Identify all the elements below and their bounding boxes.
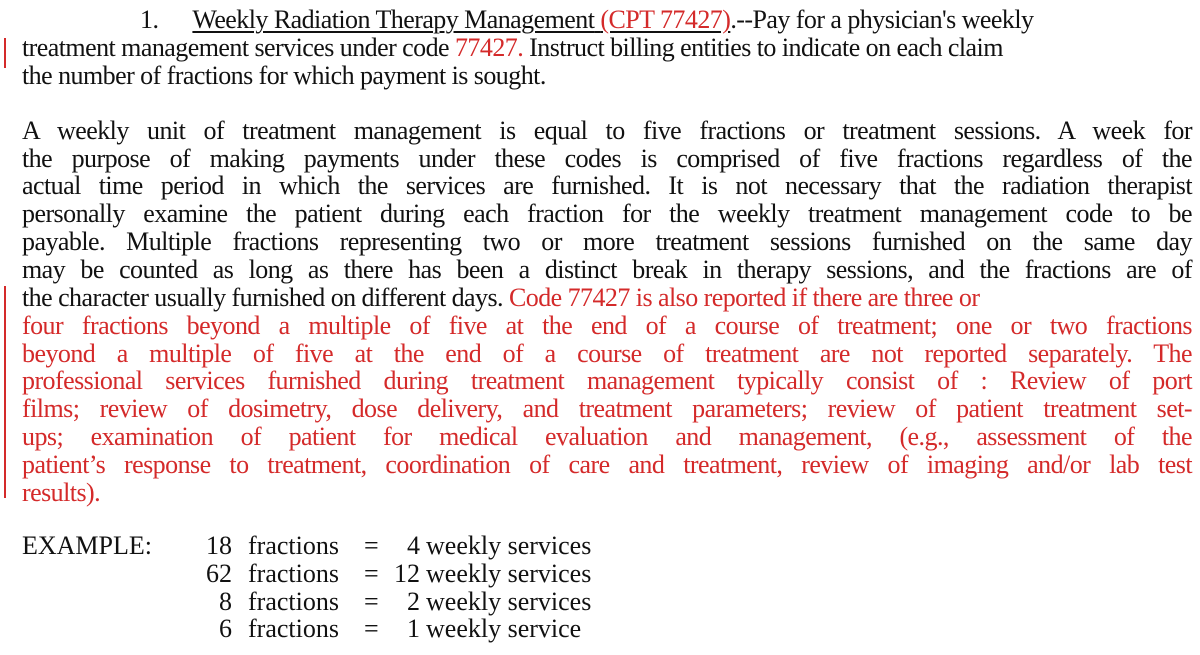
revision-bar-main bbox=[4, 286, 6, 498]
weekly-services-word: weekly services bbox=[426, 587, 592, 616]
fractions-word: fractions bbox=[248, 531, 339, 560]
revised-paragraph-line: ups; examination of patient for medical evaluation and management, (e.g., assessment of the bbox=[22, 422, 1192, 451]
revised-paragraph-line: four fractions beyond a multiple of five at the end of a course of treatment; one or two fractions bbox=[22, 311, 1192, 340]
paragraph-line: the purpose of making payments under these codes is comprised of five fractions regardless of the bbox=[22, 144, 1192, 173]
weekly-count: 12 bbox=[394, 559, 420, 588]
revised-paragraph-line: beyond a multiple of five at the end of a course of treatment are not reported separately. The bbox=[22, 339, 1192, 368]
weekly-services-word: weekly services bbox=[426, 559, 592, 588]
equals-sign: = bbox=[364, 531, 379, 560]
paragraph-line: A weekly unit of treatment management is equal to five fractions or treatment sessions. A week for bbox=[22, 116, 1192, 145]
fractions-word: fractions bbox=[248, 559, 339, 588]
fractions-word: fractions bbox=[248, 614, 339, 643]
weekly-services-word: weekly services bbox=[426, 531, 592, 560]
section-cpt-code: (CPT 77427) bbox=[600, 5, 731, 34]
revised-paragraph-line: professional services furnished during treatment management typically consist of : Review of port bbox=[22, 366, 1192, 395]
paragraph-line: may be counted as long as there has been a distinct break in therapy sessions, and the fractions are of bbox=[22, 255, 1192, 284]
paragraph-line: payable. Multiple fractions representing two or more treatment sessions furnished on the same day bbox=[22, 227, 1192, 256]
example-row bbox=[0, 588, 640, 616]
revision-bar-top bbox=[4, 38, 6, 68]
inline-cpt-code: 77427. bbox=[454, 33, 524, 62]
example-row bbox=[0, 532, 640, 560]
fraction-count: 18 bbox=[206, 531, 232, 560]
section-title: Weekly Radiation Therapy Management (CPT 77427) bbox=[192, 5, 731, 34]
weekly-count: 2 bbox=[407, 587, 420, 616]
equals-sign: = bbox=[364, 614, 379, 643]
fraction-count: 6 bbox=[219, 614, 232, 643]
equals-sign: = bbox=[364, 587, 379, 616]
revised-paragraph-line: films; review of dosimetry, dose delivery, and treatment parameters; review of patient treatment set- bbox=[22, 394, 1192, 423]
revised-paragraph-line: results). bbox=[22, 478, 101, 507]
weekly-count: 1 bbox=[407, 614, 420, 643]
paragraph-line: actual time period in which the services are furnished. It is not necessary that the radiation therapist bbox=[22, 171, 1192, 200]
revised-text-start: Code 77427 is also reported if there are three or bbox=[508, 283, 980, 312]
section-heading-line bbox=[140, 6, 1192, 34]
equals-sign: = bbox=[364, 559, 379, 588]
revised-paragraph-line: patient’s response to treatment, coordination of care and treatment, review of imaging and/or lab test bbox=[22, 450, 1192, 479]
weekly-count: 4 bbox=[407, 531, 420, 560]
section-heading-tail: .--Pay for a physician's weekly bbox=[730, 5, 1034, 34]
fraction-count: 8 bbox=[219, 587, 232, 616]
fractions-word: fractions bbox=[248, 587, 339, 616]
example-label: EXAMPLE: bbox=[22, 531, 152, 560]
paragraph-mixed-line: the character usually furnished on different days. Code 77427 is also reported if there are three or bbox=[22, 283, 980, 312]
example-row bbox=[0, 560, 640, 588]
section-intro-line-2: treatment management services under code 77427. Instruct billing entities to indicate on each claim bbox=[22, 33, 1003, 62]
weekly-services-word: weekly service bbox=[426, 614, 582, 643]
fraction-count: 62 bbox=[206, 559, 232, 588]
section-number: 1. bbox=[140, 5, 159, 34]
section-intro-line-3: the number of fractions for which payment is sought. bbox=[22, 61, 546, 90]
example-row bbox=[0, 615, 640, 643]
paragraph-line: personally examine the patient during each fraction for the weekly treatment management code to be bbox=[22, 199, 1192, 228]
